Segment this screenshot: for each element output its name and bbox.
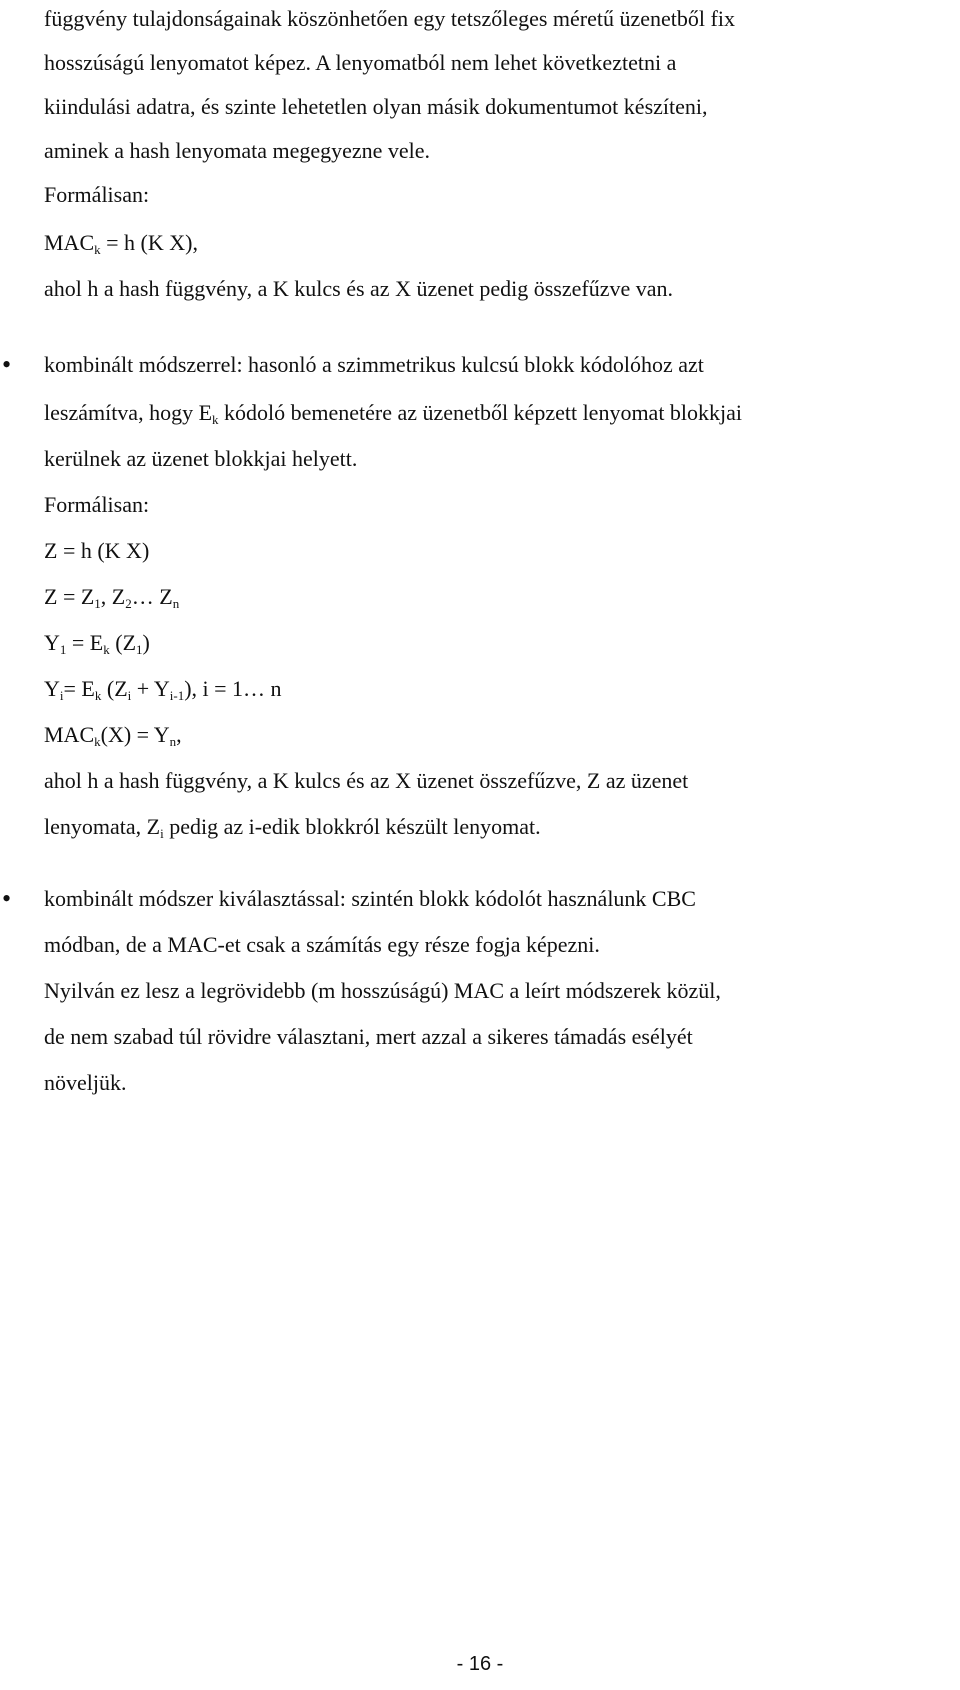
formula-line: $MAC_k(X) = Y_n$,: [44, 722, 182, 749]
formula-explanation: ahol h a hash függvény, a K kulcs és az X üzenet pedig összefűzve van.: [44, 276, 674, 301]
paragraph-line: hosszúságú lenyomatot képez. A lenyomatból nem lehet következtetni a: [44, 50, 677, 75]
list-item-line: de nem szabad túl rövidre választani, mert azzal a sikeres támadás esélyét: [44, 1024, 693, 1049]
formula-line: $Y_1 = E_k$ $(Z_1)$: [44, 630, 150, 657]
mac-formula: $MAC_k = h$ (K X),: [44, 230, 198, 257]
list-item-line: kombinált módszerrel: hasonló a szimmetrikus kulcsú blokk kódolóhoz azt: [44, 352, 704, 377]
list-item-line: leszámítva, hogy $E_k$ kódoló bemenetére az üzenetből képzett lenyomat blokkjai: [44, 400, 743, 427]
formal-label: Formálisan:: [44, 182, 150, 207]
list-item-line: kerülnek az üzenet blokkjai helyett.: [44, 446, 358, 471]
list-item-line: növeljük.: [44, 1070, 127, 1095]
bullet-icon: •: [2, 884, 12, 913]
formula-explanation: ahol h a hash függvény, a K kulcs és az X üzenet összefűzve, Z az üzenet: [44, 768, 689, 793]
list-item-line: Nyilván ez lesz a legrövidebb (m hosszúságú) MAC a leírt módszerek közül,: [44, 978, 721, 1003]
list-item-line: kombinált módszer kiválasztással: szintén blokk kódolót használunk CBC: [44, 886, 696, 911]
paragraph-line: függvény tulajdonságainak köszönhetően egy tetszőleges méretű üzenetből fix: [44, 6, 735, 31]
list-item-line: módban, de a MAC-et csak a számítás egy része fogja képezni.: [44, 932, 600, 957]
bullet-icon: •: [2, 350, 12, 379]
paragraph-line: aminek a hash lenyomata megegyezne vele.: [44, 138, 431, 163]
formula-explanation: lenyomata, $Z_i$ pedig az i-edik blokkról készült lenyomat.: [44, 814, 541, 841]
formula-line: $Z = Z_1$, $Z_2\dots$ $Z_n$: [44, 584, 180, 611]
formal-label: Formálisan:: [44, 492, 150, 517]
formula-line: Z = h (K X): [44, 538, 150, 563]
paragraph-line: kiindulási adatra, és szinte lehetetlen olyan másik dokumentumot készíteni,: [44, 94, 708, 119]
page-number: - 16 -: [456, 1653, 504, 1675]
formula-line: $Y_i= E_k$ $(Z_i + Y_{i-1})$, i = 1… n: [44, 676, 282, 703]
